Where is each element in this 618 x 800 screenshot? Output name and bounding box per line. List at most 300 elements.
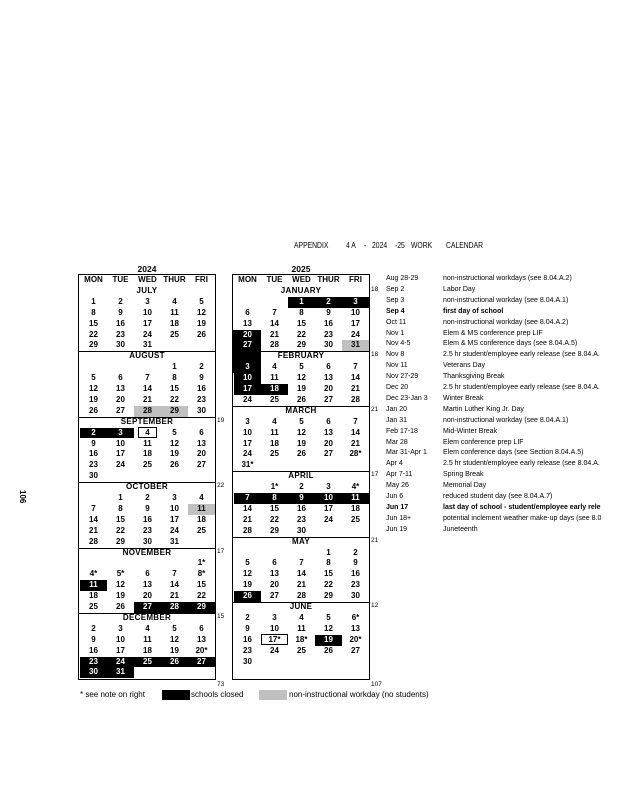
day-number: 15 xyxy=(270,503,279,513)
header-year: 2024 xyxy=(372,241,388,250)
day-number: 4* xyxy=(89,569,98,579)
day-number: 3 xyxy=(326,482,331,492)
day-cell xyxy=(261,395,288,406)
day-number: 7 xyxy=(272,307,277,317)
day-cell xyxy=(134,406,161,417)
day-number: 1 xyxy=(172,362,177,372)
day-number: 12 xyxy=(197,307,206,317)
day-cell xyxy=(261,373,288,384)
day-number: 4 xyxy=(299,612,304,622)
day-number: 29 xyxy=(170,405,179,415)
day-number: 31 xyxy=(116,667,125,677)
event-date: Jan 20 xyxy=(386,405,408,413)
day-number: 25 xyxy=(89,602,98,611)
month-day-count: 18 xyxy=(371,351,379,359)
day-cell xyxy=(80,449,107,460)
day-cell xyxy=(80,330,107,341)
day-cell xyxy=(107,526,134,537)
day-cell xyxy=(107,330,134,341)
day-number: 6 xyxy=(272,558,277,568)
day-cell xyxy=(134,297,161,308)
day-cell xyxy=(234,624,261,635)
day-cell xyxy=(315,439,342,450)
month-day-count: 15 xyxy=(217,612,225,620)
day-cell xyxy=(288,439,315,450)
day-number: 27 xyxy=(351,645,360,655)
day-number: 5* xyxy=(116,569,125,579)
day-number: 25 xyxy=(143,656,152,666)
day-cell xyxy=(161,330,188,341)
day-number: 10 xyxy=(116,634,125,644)
day-cell xyxy=(288,428,315,439)
day-cell xyxy=(80,558,107,569)
event-description: 2.5 hr student/employee early release (see 8.04.A. xyxy=(443,384,600,391)
week-row xyxy=(233,504,369,515)
day-cell xyxy=(188,515,215,526)
day-cell xyxy=(134,504,161,515)
day-cell xyxy=(261,460,288,471)
day-cell xyxy=(234,340,261,351)
day-cell xyxy=(315,558,342,569)
day-cell xyxy=(80,602,107,613)
day-cell xyxy=(188,340,215,351)
day-number: 25 xyxy=(170,329,179,339)
day-number: 18* xyxy=(295,634,308,644)
day-cell xyxy=(134,493,161,504)
day-cell xyxy=(107,340,134,351)
day-cell xyxy=(107,504,134,515)
day-cell xyxy=(342,646,369,657)
day-cell xyxy=(342,591,369,602)
event-description: Veterans Day xyxy=(443,362,486,370)
day-cell xyxy=(288,362,315,373)
day-number: 27 xyxy=(324,394,333,404)
month-day-count: 17 xyxy=(217,547,225,555)
day-number: 20 xyxy=(116,394,125,404)
day-number: 16 xyxy=(116,318,125,328)
day-cell xyxy=(234,297,261,308)
day-number: 5 xyxy=(172,623,177,633)
day-number: 22 xyxy=(170,394,179,404)
day-number: 18 xyxy=(143,449,152,459)
day-number: 21 xyxy=(170,591,179,601)
day-number: 7 xyxy=(91,503,96,513)
day-number: 5 xyxy=(326,612,331,622)
day-cell xyxy=(234,362,261,373)
day-number: 1* xyxy=(197,558,206,568)
event-date: Jun 18+ xyxy=(386,514,412,522)
day-number: 15 xyxy=(297,318,306,328)
day-number: 27 xyxy=(143,602,152,611)
day-cell xyxy=(315,515,342,526)
day-number: 19 xyxy=(297,384,306,393)
event-date: Dec 23-Jan 3 xyxy=(386,394,428,402)
day-number: 10 xyxy=(170,503,179,513)
day-cell xyxy=(342,548,369,559)
day-cell xyxy=(188,537,215,548)
day-number: 14 xyxy=(297,569,306,579)
day-cell xyxy=(107,591,134,602)
day-number: 20 xyxy=(243,329,252,339)
weekday-header: WED xyxy=(138,275,157,284)
day-cell xyxy=(261,428,288,439)
day-cell xyxy=(342,449,369,460)
day-number: 14 xyxy=(351,427,360,437)
day-number: 31* xyxy=(241,460,254,470)
month-day-count: 21 xyxy=(371,536,379,544)
day-number: 4 xyxy=(139,428,155,437)
day-number: 4 xyxy=(272,362,277,372)
day-cell xyxy=(342,569,369,580)
day-number: 23 xyxy=(243,645,252,655)
day-cell xyxy=(188,362,215,373)
week-row xyxy=(79,439,215,450)
day-cell xyxy=(261,449,288,460)
day-cell xyxy=(261,613,288,624)
day-cell xyxy=(80,635,107,646)
event-date: Nov 1 xyxy=(386,329,405,337)
day-number: 11 xyxy=(170,307,179,317)
day-cell xyxy=(107,449,134,460)
day-cell xyxy=(315,308,342,319)
week-row xyxy=(79,580,215,591)
day-number: 23 xyxy=(351,580,360,590)
day-cell xyxy=(188,460,215,471)
day-number: 28 xyxy=(270,340,279,350)
week-row xyxy=(233,569,369,580)
week-row xyxy=(233,362,369,373)
day-cell xyxy=(161,591,188,602)
day-number: 21 xyxy=(243,514,252,524)
day-cell xyxy=(288,558,315,569)
day-cell xyxy=(288,308,315,319)
day-cell xyxy=(288,580,315,591)
day-cell xyxy=(288,417,315,428)
day-cell xyxy=(80,439,107,450)
day-number: 10 xyxy=(243,373,252,383)
event-date: Jun 19 xyxy=(386,525,408,533)
day-cell xyxy=(80,471,107,482)
day-number: 24 xyxy=(143,329,152,339)
day-cell xyxy=(134,526,161,537)
day-cell xyxy=(342,504,369,515)
day-cell xyxy=(188,297,215,308)
day-cell xyxy=(261,657,288,668)
weekday-header: FRI xyxy=(195,275,208,284)
day-cell xyxy=(134,624,161,635)
day-number: 18 xyxy=(143,645,152,655)
day-cell xyxy=(161,439,188,450)
event-date: Nov 11 xyxy=(386,362,408,370)
day-number: 12 xyxy=(297,427,306,437)
week-row xyxy=(79,449,215,460)
event-date: Jan 31 xyxy=(386,416,408,424)
day-cell xyxy=(261,646,288,657)
day-number: 13 xyxy=(243,318,252,328)
day-number: 21 xyxy=(297,580,306,590)
day-number: 28 xyxy=(170,602,179,611)
day-cell xyxy=(80,657,107,668)
day-cell xyxy=(107,384,134,395)
event-description: Memorial Day xyxy=(443,482,487,490)
day-number: 11 xyxy=(143,438,152,448)
month-name: MAY xyxy=(292,536,310,546)
day-cell xyxy=(107,646,134,657)
week-row xyxy=(233,646,369,657)
header-work: WORK xyxy=(411,241,433,250)
day-cell xyxy=(261,482,288,493)
day-number: 9 xyxy=(145,503,150,513)
day-number: 19 xyxy=(170,645,179,655)
day-number: 18 xyxy=(170,318,179,328)
event-description: first day of school xyxy=(443,307,504,315)
day-cell xyxy=(342,482,369,493)
day-cell xyxy=(342,558,369,569)
day-cell xyxy=(234,395,261,406)
day-number: 10 xyxy=(270,623,279,633)
month-day-count: 19 xyxy=(217,416,225,424)
day-number: 17 xyxy=(243,384,252,393)
day-cell xyxy=(315,657,342,668)
day-cell xyxy=(134,591,161,602)
day-number: 5 xyxy=(299,362,304,372)
day-cell xyxy=(107,558,134,569)
week-row xyxy=(233,515,369,526)
day-cell xyxy=(261,308,288,319)
day-cell xyxy=(80,395,107,406)
day-number: 3 xyxy=(353,296,358,306)
week-row xyxy=(79,373,215,384)
day-number: 17 xyxy=(116,645,125,655)
left-year-label: 2024 xyxy=(137,264,157,274)
day-number: 4 xyxy=(172,296,177,306)
day-number: 8 xyxy=(272,493,277,502)
week-row xyxy=(79,319,215,330)
day-cell xyxy=(342,340,369,351)
day-cell xyxy=(288,569,315,580)
day-cell xyxy=(342,373,369,384)
day-cell xyxy=(161,428,188,439)
legend-noninstr-swatch xyxy=(259,690,287,700)
weekday-header: MON xyxy=(84,275,103,284)
day-cell xyxy=(134,657,161,668)
day-number: 9 xyxy=(91,438,96,448)
week-row xyxy=(79,591,215,602)
day-cell xyxy=(188,471,215,482)
day-cell xyxy=(188,624,215,635)
day-cell xyxy=(80,591,107,602)
day-cell xyxy=(107,373,134,384)
day-number: 29 xyxy=(297,340,306,350)
day-cell xyxy=(315,362,342,373)
month-name: APRIL xyxy=(288,471,314,481)
day-number: 18 xyxy=(270,384,279,393)
day-cell xyxy=(80,526,107,537)
day-cell xyxy=(134,308,161,319)
week-row xyxy=(79,569,215,580)
day-number: 3 xyxy=(245,416,250,426)
day-cell xyxy=(161,580,188,591)
day-cell xyxy=(80,319,107,330)
day-number: 21 xyxy=(351,384,360,393)
day-number: 24 xyxy=(243,394,252,404)
day-cell xyxy=(161,646,188,657)
weekday-header-row xyxy=(79,275,215,286)
day-number: 6* xyxy=(351,612,360,622)
day-cell xyxy=(188,602,215,613)
day-cell xyxy=(188,395,215,406)
day-cell xyxy=(261,569,288,580)
day-number: 2 xyxy=(118,296,123,306)
day-cell xyxy=(234,526,261,537)
day-number: 13 xyxy=(116,384,125,393)
day-cell xyxy=(188,635,215,646)
weekday-header: FRI xyxy=(349,275,362,284)
day-cell xyxy=(261,591,288,602)
day-cell xyxy=(234,449,261,460)
day-cell xyxy=(80,428,107,439)
day-cell xyxy=(80,493,107,504)
day-cell xyxy=(288,340,315,351)
week-row xyxy=(79,428,215,439)
event-date: Sep 2 xyxy=(386,285,405,293)
day-number: 7 xyxy=(245,493,250,502)
day-cell xyxy=(315,449,342,460)
day-number: 13 xyxy=(324,373,333,383)
day-cell xyxy=(80,308,107,319)
day-number: 28 xyxy=(89,536,98,546)
event-date: Sep 4 xyxy=(386,307,405,315)
day-number: 11 xyxy=(270,373,279,383)
day-cell xyxy=(234,591,261,602)
day-number: 17 xyxy=(116,449,125,459)
day-cell xyxy=(234,308,261,319)
day-number: 28 xyxy=(297,591,306,601)
day-number: 19 xyxy=(243,580,252,590)
week-row xyxy=(79,602,215,613)
day-number: 28 xyxy=(351,394,360,404)
day-cell xyxy=(342,319,369,330)
day-number: 24 xyxy=(116,656,125,666)
day-cell xyxy=(261,526,288,537)
week-row xyxy=(233,417,369,428)
day-number: 26 xyxy=(197,329,206,339)
day-number: 2 xyxy=(299,482,304,492)
day-cell xyxy=(107,308,134,319)
day-cell xyxy=(134,460,161,471)
day-cell xyxy=(188,428,215,439)
day-cell xyxy=(261,362,288,373)
header-suffix: -25 xyxy=(395,241,405,250)
week-row xyxy=(79,646,215,657)
day-number: 23 xyxy=(297,514,306,524)
day-cell xyxy=(288,515,315,526)
day-cell xyxy=(134,667,161,678)
day-number: 23 xyxy=(89,460,98,470)
day-cell xyxy=(315,395,342,406)
day-cell xyxy=(234,515,261,526)
day-number: 16 xyxy=(89,645,98,655)
day-number: 9 xyxy=(299,493,304,502)
day-cell xyxy=(342,526,369,537)
day-number: 23 xyxy=(197,394,206,404)
day-cell xyxy=(80,569,107,580)
day-number: 28 xyxy=(243,525,252,535)
calendar-grid-2024 xyxy=(78,274,216,680)
day-cell xyxy=(80,580,107,591)
day-cell xyxy=(107,569,134,580)
day-cell xyxy=(134,439,161,450)
day-number: 11 xyxy=(89,580,98,590)
week-row xyxy=(233,340,369,351)
week-row xyxy=(233,428,369,439)
day-cell xyxy=(80,515,107,526)
week-row xyxy=(79,515,215,526)
day-cell xyxy=(188,319,215,330)
day-cell xyxy=(315,417,342,428)
day-cell xyxy=(234,580,261,591)
day-number: 2 xyxy=(199,362,204,372)
day-cell xyxy=(288,395,315,406)
day-number: 15 xyxy=(197,580,206,590)
day-cell xyxy=(315,580,342,591)
day-cell xyxy=(134,449,161,460)
day-cell xyxy=(161,308,188,319)
day-number: 6 xyxy=(326,416,331,426)
day-number: 1 xyxy=(91,296,96,306)
day-cell xyxy=(107,667,134,678)
week-row xyxy=(79,384,215,395)
day-number: 9 xyxy=(91,634,96,644)
day-cell xyxy=(161,504,188,515)
day-number: 20 xyxy=(143,591,152,601)
month-name: SEPTEMBER xyxy=(120,416,174,426)
event-description: non-instructional workday (see 8.04.A.2) xyxy=(443,318,569,326)
weekday-header: TUE xyxy=(266,275,283,284)
event-description: potential inclement weather make-up days (see 8.0 xyxy=(443,514,602,522)
day-cell xyxy=(315,384,342,395)
day-number: 7 xyxy=(145,373,150,383)
day-cell xyxy=(342,580,369,591)
day-cell xyxy=(134,428,161,439)
day-cell xyxy=(288,319,315,330)
day-number: 7 xyxy=(353,362,358,372)
event-date: Oct 11 xyxy=(386,318,407,326)
day-number: 12 xyxy=(170,438,179,448)
day-cell xyxy=(134,319,161,330)
day-number: 8 xyxy=(172,373,177,383)
day-number: 13 xyxy=(351,623,360,633)
day-number: 12 xyxy=(116,580,125,590)
event-description: non-instructional workdays (see 8.04.A.2) xyxy=(443,275,572,282)
day-cell xyxy=(315,482,342,493)
day-number: 4 xyxy=(199,493,204,502)
day-cell xyxy=(188,384,215,395)
day-cell xyxy=(342,439,369,450)
week-row xyxy=(233,384,369,395)
day-cell xyxy=(134,558,161,569)
day-cell xyxy=(261,319,288,330)
day-cell xyxy=(234,384,261,395)
day-number: 13 xyxy=(143,580,152,590)
week-row xyxy=(233,548,369,559)
day-number: 6 xyxy=(326,362,331,372)
header-calendar: CALENDAR xyxy=(446,241,484,250)
day-number: 18 xyxy=(270,438,279,448)
day-cell xyxy=(188,504,215,515)
day-cell xyxy=(134,384,161,395)
day-cell xyxy=(261,493,288,504)
